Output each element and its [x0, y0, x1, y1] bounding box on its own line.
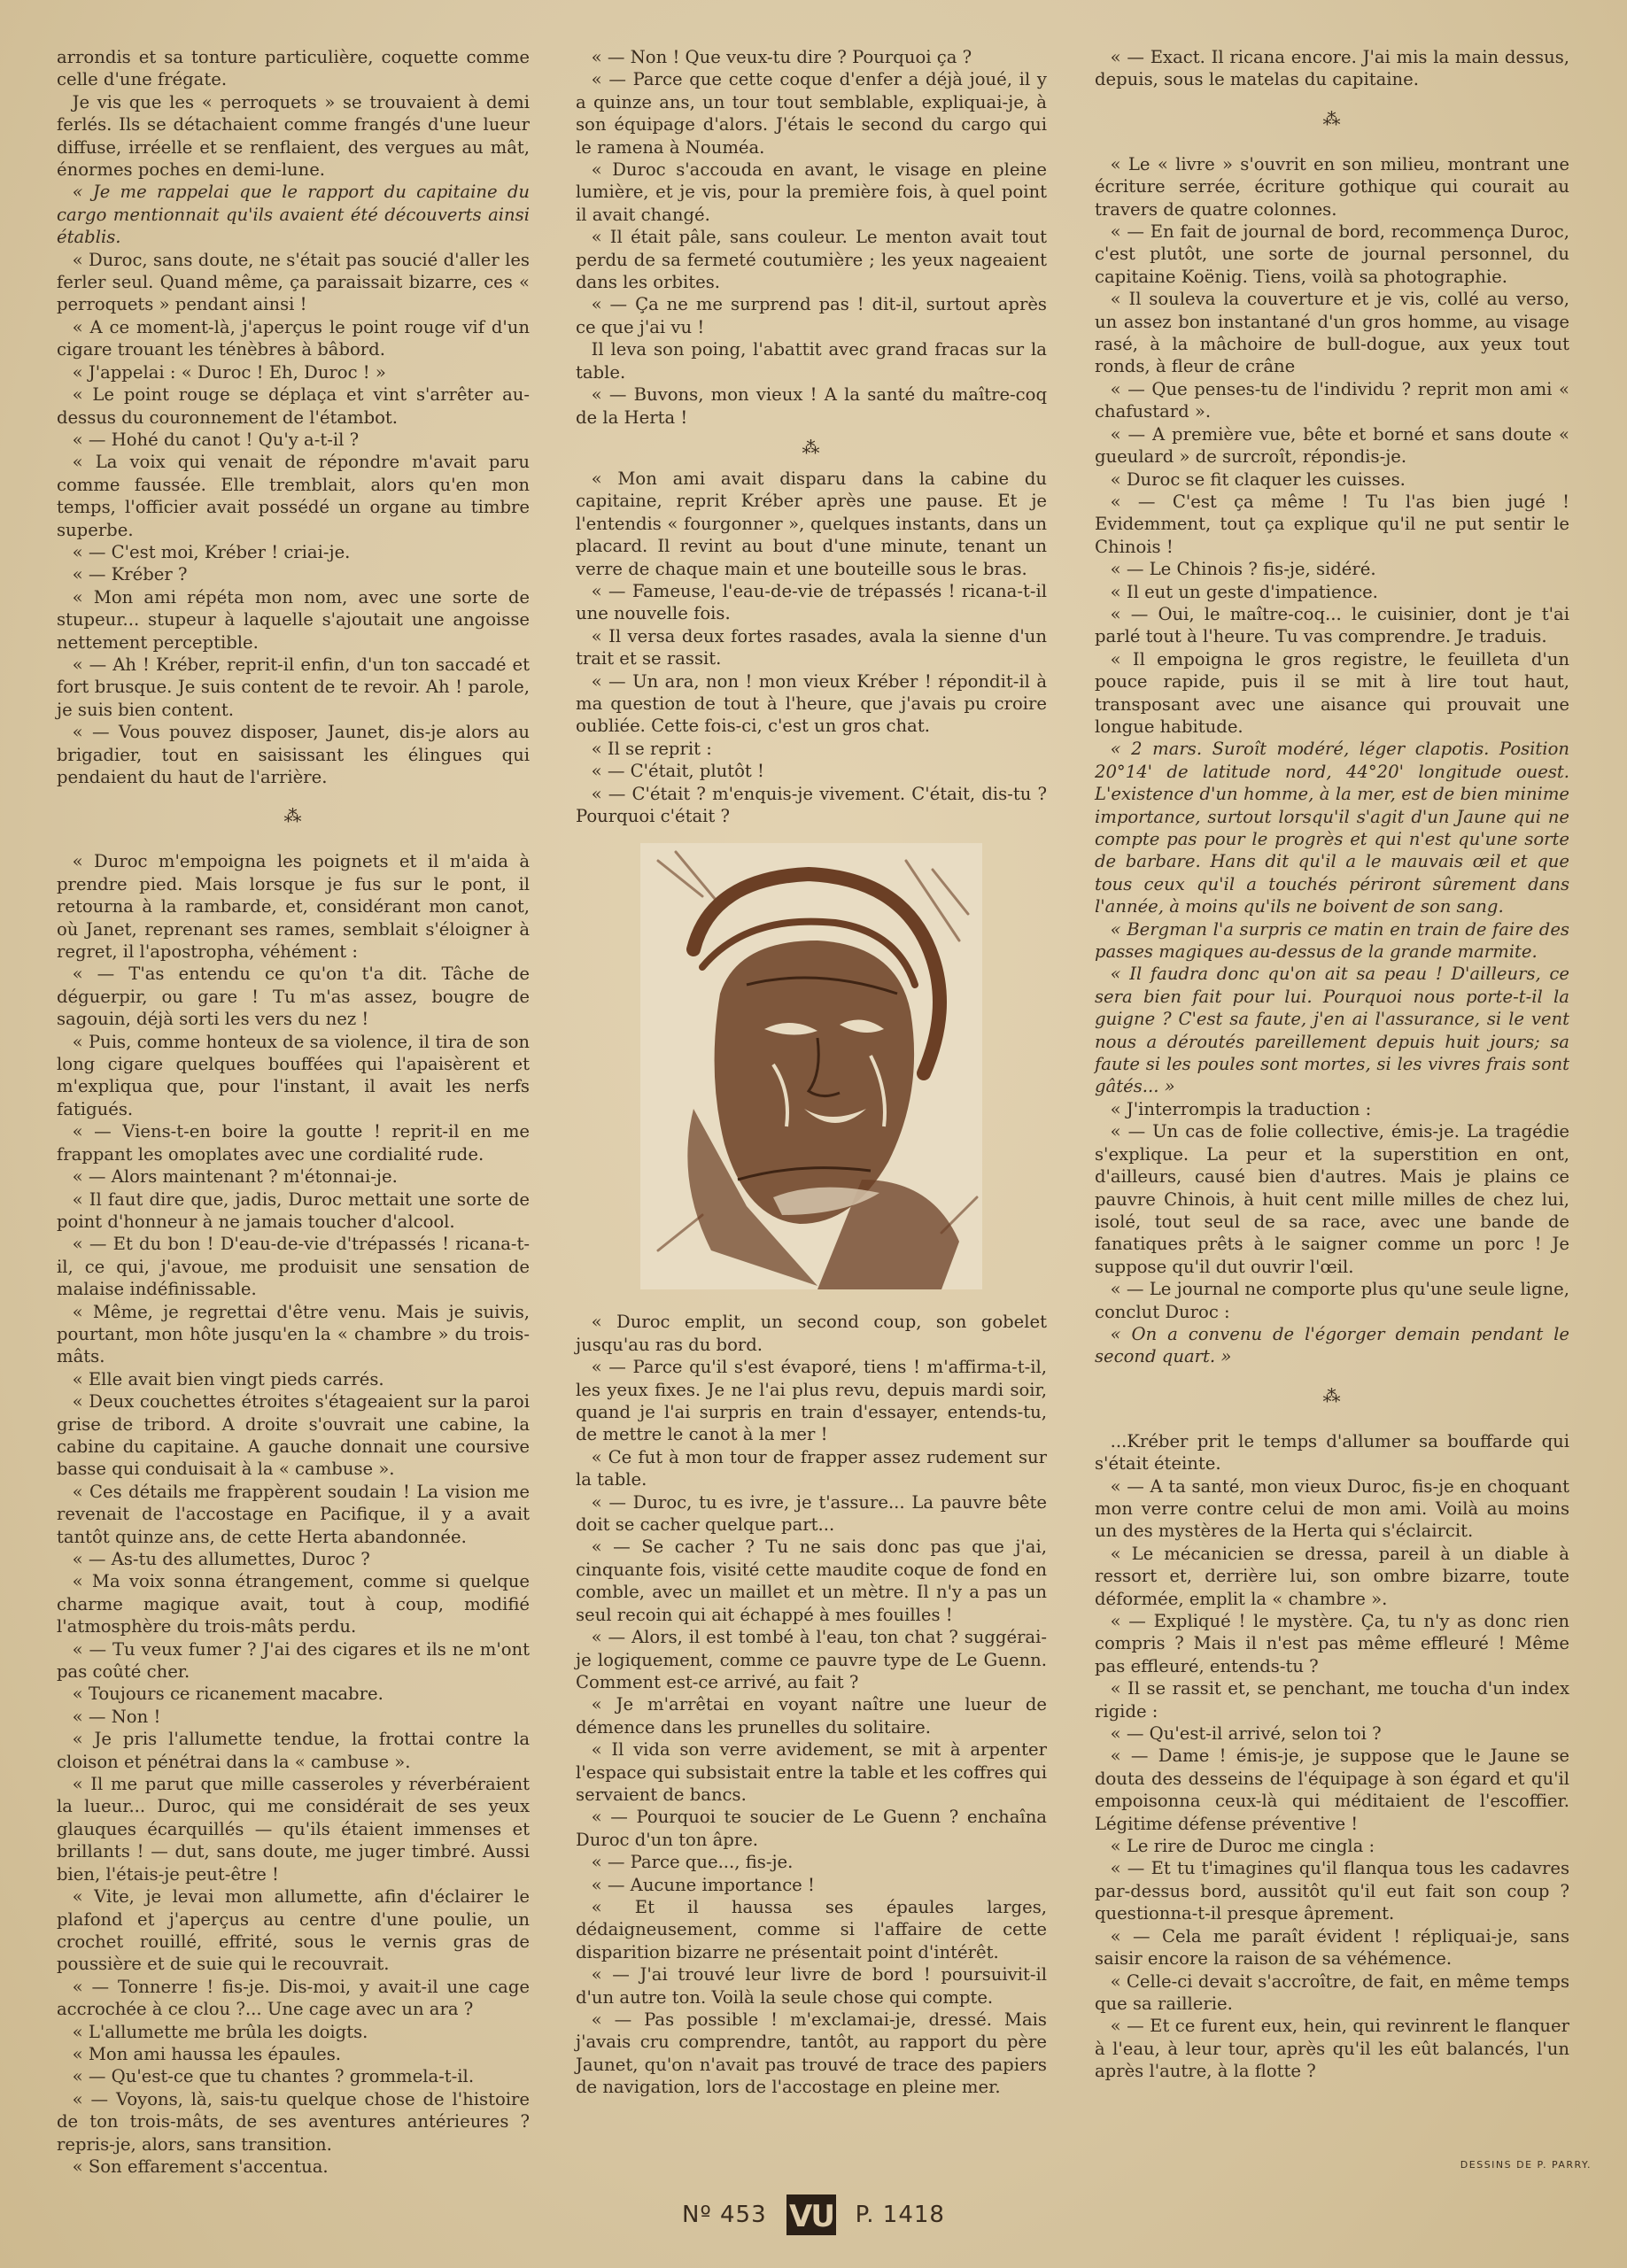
paragraph: « — Aucune importance !	[591, 1874, 815, 1895]
paragraph: « — Et du bon ! D'eau-de-vie d'trépassés ! ricana-t-il, ce qui, j'avoue, me produisit une sensation de malaise indéfinissable.	[57, 1234, 530, 1300]
column-1	[57, 46, 530, 2178]
paragraph: « — Se cacher ? Tu ne sais donc pas que j'ai, cinquante fois, visité cette maudite coque de fond en comble, avec un maillet et un mètre. Il n'y a pas un seul recoin qui ait échappé à mes fouilles !	[576, 1537, 1047, 1625]
paragraph: « — C'est ça même ! Tu l'as bien jugé ! Evidemment, tout ça explique qu'il ne put sentir le Chinois !	[1095, 491, 1569, 557]
paragraph: « J'appelai : « Duroc ! Eh, Duroc ! »	[72, 361, 386, 383]
paragraph: « Puis, comme honteux de sa violence, il tira de son long cigare quelques bouffées qui l'apaisèrent et m'expliqua que, pour l'instant, il avait les nerfs fatigués.	[57, 1031, 530, 1119]
paragraph: « — Viens-t-en boire la goutte ! reprit-il en me frappant les omoplates avec une cordialité rude.	[57, 1121, 530, 1165]
paragraph: « — Alors, il est tombé à l'eau, ton chat ? suggérai-je logiquement, comme ce pauvre type de Le Guenn. Comment est-ce arrivé, au fait ?	[576, 1627, 1047, 1692]
paragraph: « — Fameuse, l'eau-de-vie de trépassés ! ricana-t-il une nouvelle fois.	[576, 580, 1047, 624]
section-separator: ⁂	[1322, 1384, 1342, 1406]
paragraph: « Vite, je levai mon allumette, afin d'éclairer le plafond et j'aperçus au centre d'une poulie, un crochet rouillé, effrité, sous le vernis gras de poussière et de suie qui le recouvrait.	[57, 1886, 530, 1975]
paragraph: « Je m'arrêtai en voyant naître une lueur de démence dans les prunelles du solitaire.	[576, 1694, 1047, 1738]
paragraph: « Elle avait bien vingt pieds carrés.	[72, 1368, 384, 1389]
paragraph: « Il faudra donc qu'on ait sa peau ! D'ailleurs, ce sera bien fait pour lui. Pourquoi nous porte-t-il la guigne ? C'est sa faute, j'en ai l'assurance, si le vent nous a déroutés pareillement depuis huit jours; sa faute si les poules sont mortes, si les vivres frais sont gâtés... »	[1095, 964, 1569, 1097]
paragraph: « Toujours ce ricanement macabre.	[72, 1684, 384, 1705]
paragraph: « — Kréber ?	[72, 564, 188, 585]
paragraph: « Le mécanicien se dressa, pareil à un diable à ressort et, derrière lui, son ombre bizarre, toute déformée, emplit la « chambre ».	[1095, 1543, 1569, 1609]
paragraph: Il leva son poing, l'abattit avec grand fracas sur la table.	[576, 339, 1047, 383]
paragraph: « — Un cas de folie collective, émis-je. La tragédie s'explique. La peur et la superstition en ont, d'ailleurs, causé bien d'autres. Mais je plains ce pauvre Chinois, à huit cent mille milles de chez lui, isolé, tout seul de sa race, avec une bande de fanatiques prêts à le saigner comme un porc ! Je suppose qu'il dut ouvrir l'œil.	[1095, 1121, 1569, 1277]
paragraph: « — C'était ? m'enquis-je vivement. C'était, dis-tu ? Pourquoi c'était ?	[576, 783, 1047, 826]
section-separator: ⁂	[802, 436, 821, 458]
paragraph: « Son effarement s'accentua.	[72, 2156, 329, 2177]
paragraph: « Mon ami avait disparu dans la cabine du capitaine, reprit Kréber après une pause. Et je l'entendis « fourgonner », quelques instants, dans un placard. Il revint au bout d'une minute, tenant un verre de chaque main et une bouteille sous le bras.	[576, 468, 1047, 579]
paragraph: « Mon ami haussa les épaules.	[72, 2043, 341, 2064]
paragraph: « — A ta santé, mon vieux Duroc, fis-je en choquant mon verre contre celui de mon ami. Voilà au moins un des mystères de la Herta qui s'éclaircit.	[1095, 1475, 1569, 1542]
paragraph: « — Parce que..., fis-je.	[591, 1852, 794, 1873]
paragraph: « — Parce qu'il s'est évaporé, tiens ! m'affirma-t-il, les yeux fixes. Je ne l'ai plus revu, depuis mardi soir, quand je l'ai surpris en train d'essayer, entends-tu, de mettre le canot à la mer !	[576, 1357, 1047, 1445]
paragraph: « — Et ce furent eux, hein, qui revinrent le flanquer à l'eau, à leur tour, après qu'il les eût balancés, l'un après l'autre, à la flotte ?	[1095, 2016, 1569, 2082]
paragraph: « — Pourquoi te soucier de Le Guenn ? enchaîna Duroc d'un ton âpre.	[576, 1807, 1047, 1850]
paragraph: arrondis et sa tonture particulière, coquette comme celle d'une frégate.	[57, 47, 530, 90]
portrait-of-man-icon	[640, 843, 982, 1289]
paragraph: « Le point rouge se déplaça et vint s'arrêter au-dessus du couronnement de l'étambot.	[57, 384, 530, 428]
paragraph: « — Ah ! Kréber, reprit-il enfin, d'un ton saccadé et fort brusque. Je suis content de te revoir. Ah ! parole, je suis bien content.	[57, 654, 530, 720]
paragraph: « — Non !	[72, 1706, 161, 1727]
paragraph: « — Tonnerre ! fis-je. Dis-moi, y avait-il une cage accrochée à ce clou ?... Une cage avec un ara ?	[57, 1976, 530, 2020]
paragraph: ...Kréber prit le temps d'allumer sa bouffarde qui s'était éteinte.	[1095, 1430, 1569, 1475]
issue-number: Nº 453	[682, 2202, 767, 2228]
paragraph: « — Expliqué ! le mystère. Ça, tu n'y as donc rien compris ? Mais il n'est pas même effleuré ! Même pas effleuré, entends-tu ?	[1095, 1611, 1569, 1676]
paragraph: « — Parce que cette coque d'enfer a déjà joué, il y a quinze ans, un tour tout semblable, expliquai-je, à son équipage d'alors. J'étais le second du cargo qui le ramena à Nouméa.	[576, 69, 1047, 158]
paragraph: « Il faut dire que, jadis, Duroc mettait une sorte de point d'honneur à ne jamais toucher d'alcool.	[57, 1188, 530, 1232]
paragraph: « L'allumette me brûla les doigts.	[72, 2021, 368, 2042]
paragraph: « — Non ! Que veux-tu dire ? Pourquoi ça ?	[591, 47, 972, 67]
page-footer	[0, 2194, 1627, 2235]
paragraph: « — C'était, plutôt !	[591, 761, 764, 782]
paragraph: « — Vous pouvez disposer, Jaunet, dis-je alors au brigadier, tout en saisissant les élingues qui pendaient du haut de l'arrière.	[57, 722, 530, 787]
vu-logo-icon	[786, 2194, 836, 2235]
paragraph: « — Duroc, tu es ivre, je t'assure... La pauvre bête doit se cacher quelque part...	[576, 1491, 1047, 1536]
paragraph: « Ces détails me frappèrent soudain ! La vision me revenait de l'accostage en Pacifique, il y a avait tantôt quinze ans, de cette Herta abandonnée.	[57, 1481, 530, 1547]
paragraph: « — Exact. Il ricana encore. J'ai mis la main dessus, depuis, sous le matelas du capitaine.	[1095, 47, 1569, 90]
paragraph: « Il se rassit et, se penchant, me toucha d'un index rigide :	[1095, 1678, 1569, 1722]
paragraph: « Duroc m'empoigna les poignets et il m'aida à prendre pied. Mais lorsque je fus sur le pont, il retourna à la rambarde, et, considérant mon canot, où Janet, reprenant ses rames, semblait s'éloigner à regret, il l'apostropha, véhément :	[57, 851, 530, 963]
paragraph: « Deux couchettes étroites s'étageaient sur la paroi grise de tribord. A droite s'ouvrait une cabine, la cabine du capitaine. A gauche donnait une coursive basse qui conduisait à la « cambuse ».	[57, 1391, 530, 1480]
paragraph: « Il empoigna le gros registre, le feuilleta d'un pouce rapide, puis il se mit à lire tout haut, transposant avec une aisance qui prouvait une longue habitude.	[1095, 648, 1569, 737]
paragraph: « — Alors maintenant ? m'étonnai-je.	[72, 1166, 398, 1188]
vu-logo	[786, 2194, 836, 2235]
paragraph: « Le « livre » s'ouvrit en son milieu, montrant une écriture serrée, écriture gothique qui courait au travers de quatre colonnes.	[1095, 153, 1569, 220]
paragraph: « — Un ara, non ! mon vieux Kréber ! répondit-il à ma question de tout à l'heure, que j'avais pu croire oubliée. Cette fois-ci, c'est un gros chat.	[576, 670, 1047, 737]
paragraph: « — Le journal ne comporte plus qu'une seule ligne, conclut Duroc :	[1095, 1279, 1569, 1322]
paragraph: « Celle-ci devait s'accroître, de fait, en même temps que sa raillerie.	[1095, 1970, 1569, 2014]
paragraph: « Et il haussa ses épaules larges, dédaigneusement, comme si l'affaire de cette disparition bizarre ne présentait point d'intérêt.	[576, 1896, 1047, 1962]
paragraph: « — Que penses-tu de l'individu ? reprit mon ami « chafustard ».	[1095, 378, 1569, 422]
paragraph: « On a convenu de l'égorger demain pendant le second quart. »	[1095, 1323, 1569, 1367]
paragraph: « J'interrompis la traduction :	[1110, 1098, 1372, 1119]
paragraph: « Il souleva la couverture et je vis, collé au verso, un assez bon instantané d'un gros homme, au visage rasé, à la mâchoire de bull-dogue, aux yeux tout ronds, à fleur de crâne	[1095, 289, 1569, 377]
paragraph: « — Et tu t'imagines qu'il flanqua tous les cadavres par-dessus bord, aussitôt qu'il eut fait son coup ? questionna-t-il presque âprement.	[1095, 1858, 1569, 1924]
paragraph: « Duroc emplit, un second coup, son gobelet jusqu'au ras du bord.	[576, 1312, 1047, 1355]
paragraph: « Ma voix sonna étrangement, comme si quelque charme magique avait, tout à coup, modifié l'atmosphère du trois-mâts perdu.	[57, 1571, 530, 1637]
paragraph: « Il se reprit :	[591, 738, 712, 759]
portrait-illustration	[640, 843, 982, 1289]
paragraph: « — Buvons, mon vieux ! A la santé du maître-coq de la Herta !	[576, 384, 1047, 428]
paragraph: « Il me parut que mille casseroles y réverbéraient la lueur... Duroc, qui me considérait de ses yeux glauques écarquillés — qu'ils étaient immenses et brillants ! — dut, sans doute, me juger timbré. Aussi bien, l'étais-je peut-être !	[57, 1774, 530, 1885]
paragraph: « Duroc, sans doute, ne s'était pas soucié d'aller les ferler seul. Quand même, ça paraissait bizarre, ces « perroquets » pendant ainsi !	[57, 249, 530, 315]
paragraph: « — Dame ! émis-je, je suppose que le Jaune se douta des desseins de l'équipage à son égard et qu'il empoisonna ceux-là qui méditaient de l'escoffier. Légitime défense préventive !	[1095, 1746, 1569, 1834]
page-number: P. 1418	[855, 2202, 945, 2228]
paragraph: « — Pas possible ! m'exclamai-je, dressé. Mais j'avais cru comprendre, tantôt, au rapport du père Jaunet, qu'on n'avait pas trouvé de trace des papiers de navigation, lors de l'accostage en pleine mer.	[576, 2009, 1047, 2098]
paragraph: « La voix qui venait de répondre m'avait paru comme faussée. Elle tremblait, alors qu'en mon temps, l'officier avait possédé un organe au timbre superbe.	[57, 452, 530, 540]
paragraph: « A ce moment-là, j'aperçus le point rouge vif d'un cigare trouant les ténèbres à bâbord.	[57, 316, 530, 360]
paragraph: « — Tu veux fumer ? J'ai des cigares et ils ne m'ont pas coûté cher.	[57, 1638, 530, 1683]
paragraph: « Il était pâle, sans couleur. Le menton avait tout perdu de sa fermeté coutumière ; les yeux nageaient dans les orbites.	[576, 227, 1047, 293]
column-2	[576, 46, 1047, 2099]
paragraph: « — T'as entendu ce qu'on t'a dit. Tâche de déguerpir, ou gare ! Tu m'as assez, bougre de sagouin, déjà sorti les vers du nez !	[57, 964, 530, 1030]
paragraph: « — Qu'est-il arrivé, selon toi ?	[1110, 1723, 1382, 1745]
paragraph: « — Qu'est-ce que tu chantes ? grommela-t-il.	[72, 2066, 475, 2087]
paragraph: « Ce fut à mon tour de frapper assez rudement sur la table.	[576, 1446, 1047, 1490]
section-separator: ⁂	[283, 805, 303, 827]
paragraph: « Duroc se fit claquer les cuisses.	[1110, 468, 1406, 490]
paragraph: « — Hohé du canot ! Qu'y a-t-il ?	[72, 429, 360, 450]
paragraph: « Il versa deux fortes rasades, avala la sienne d'un trait et se rassit.	[576, 625, 1047, 670]
paragraph: « — Voyons, là, sais-tu quelque chose de l'histoire de ton trois-mâts, de ses aventures antérieures ? repris-je, alors, sans transition.	[57, 2088, 530, 2155]
paragraph: « Bergman l'a surpris ce matin en train de faire des passes magiques au-dessus de la grande marmite.	[1095, 918, 1569, 963]
paragraph: « — Le Chinois ? fis-je, sidéré.	[1110, 559, 1376, 580]
vu-logo-text: VU	[788, 2199, 833, 2234]
paragraph: « — En fait de journal de bord, recommença Duroc, c'est plutôt, une sorte de journal personnel, du capitaine Koënig. Tiens, voilà sa photographie.	[1095, 221, 1569, 287]
paragraph: « — As-tu des allumettes, Duroc ?	[72, 1549, 370, 1569]
paragraph: « — J'ai trouvé leur livre de bord ! poursuivit-il d'un autre ton. Voilà la seule chose qui compte.	[576, 1964, 1047, 2008]
paragraph: « Le rire de Duroc me cingla :	[1110, 1836, 1375, 1857]
paragraph: « — C'est moi, Kréber ! criai-je.	[72, 541, 351, 562]
paragraph: « 2 mars. Suroît modéré, léger clapotis. Position 20°14' de latitude nord, 44°20' longitude ouest. L'existence d'un homme, à la mer, est de bien minime importance, surtout lorsqu'il s'agit d'un Jaune qui ne compte pas pour le progrès et qui n'est qu'une sorte de barbare. Hans dit qu'il a le mauvais œil et que tous ceux qu'il a touchés périront sûrement dans l'année, à moins qu'ils ne boivent de son sang.	[1095, 739, 1569, 917]
paragraph: « — Oui, le maître-coq... le cuisinier, dont je t'ai parlé tout à l'heure. Tu vas comprendre. Je traduis.	[1095, 603, 1569, 647]
paragraph: « Il vida son verre avidement, se mit à arpenter l'espace qui subsistait entre la table et les coffres qui servaient de bancs.	[576, 1739, 1047, 1805]
paragraph: « Il eut un geste d'impatience.	[1110, 581, 1378, 602]
paragraph: « Je pris l'allumette tendue, la frottai contre la cloison et pénétrai dans la « cambuse ».	[57, 1729, 530, 1772]
paragraph: « — Cela me paraît évident ! répliquai-je, sans saisir encore la raison de sa véhémence.	[1095, 1925, 1569, 1970]
illustration-credit: DESSINS DE P. PARRY.	[1460, 2159, 1592, 2171]
paragraph: « — Ça ne me surprend pas ! dit-il, surtout après ce que j'ai vu !	[576, 294, 1047, 337]
paragraph: « Même, je regrettai d'être venu. Mais je suivis, pourtant, mon hôte jusqu'en la « chambre » du trois-mâts.	[57, 1301, 530, 1367]
paragraph: « — A première vue, bête et borné et sans doute « gueulard » de surcroît, répondis-je.	[1095, 423, 1569, 468]
paragraph: « Duroc s'accouda en avant, le visage en pleine lumière, et je vis, pour la première fois, à quel point il avait changé.	[576, 159, 1047, 225]
paragraph: « Je me rappelai que le rapport du capitaine du cargo mentionnait qu'ils avaient été découverts ainsi établis.	[57, 182, 530, 248]
paragraph: « Mon ami répéta mon nom, avec une sorte de stupeur... stupeur à laquelle s'ajoutait une angoisse nettement perceptible.	[57, 586, 530, 653]
section-separator: ⁂	[1322, 107, 1342, 129]
paragraph: Je vis que les « perroquets » se trouvaient à demi ferlés. Ils se détachaient comme frangés d'une lueur diffuse, irréelle et se renflaient, des vergues au mât, énormes poches en demi-lune.	[57, 91, 530, 181]
column-3	[1095, 46, 1569, 2083]
